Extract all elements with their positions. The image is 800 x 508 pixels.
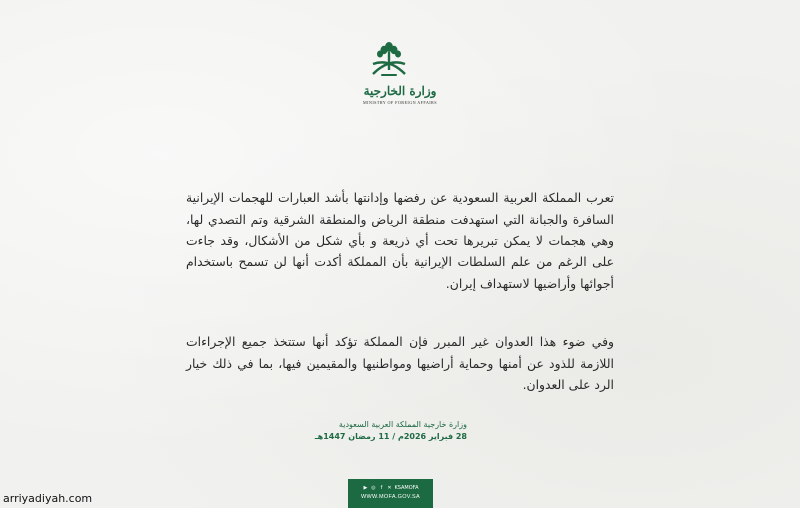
x-icon[interactable]: ✕	[387, 485, 392, 491]
statement-paragraph-2: وفي ضوء هذا العدوان غير المبرر فإن المملكة تؤكد أنها ستتخذ جميع الإجراءات اللازمة للذود عن أمنها وحماية أراضيها ومواطنيها والمقيمين فيها، بما في ذلك خيار الرد على العدوان.	[186, 334, 614, 392]
saudi-emblem-icon	[367, 40, 411, 84]
facebook-icon[interactable]: f	[380, 485, 383, 491]
watermark: arriyadiyah.com	[3, 492, 93, 505]
statement-paragraph-1: تعرب المملكة العربية السعودية عن رفضها وإدانتها بأشد العبارات للهجمات الإيرانية السافرة والجبانة التي استهدفت منطقة الرياض والمنطقة الشرقية وتم التصدي لها، وهي هجمات لا يمكن تبريرها تحت أي ذريعة و بأي شكل من الأشكال، وقد جاءت على الرغم من علم السلطات الإيرانية بأن المملكة أكدت أنها لن تسمح باستخدام أجوائها وأراضيها لاستهداف إيران.	[186, 190, 614, 291]
footer-social-row	[348, 485, 433, 491]
signature-ministry: وزارة خارجية المملكة العربية السعودية	[338, 420, 467, 429]
website-url[interactable]: WWW.MOFA.GOV.SA	[361, 494, 420, 500]
ministry-name-arabic: وزارة الخارجية	[363, 84, 437, 98]
footer-badge	[348, 479, 433, 508]
instagram-icon[interactable]: ◎	[371, 485, 376, 491]
youtube-icon[interactable]: ▶	[363, 485, 368, 491]
signature-date: 28 فبراير 2026م / 11 رمضان 1447هـ	[314, 432, 467, 441]
ministry-name-english: MINISTRY OF FOREIGN AFFAIRS	[363, 100, 437, 105]
social-handle[interactable]: KSAMOFA	[394, 485, 419, 491]
